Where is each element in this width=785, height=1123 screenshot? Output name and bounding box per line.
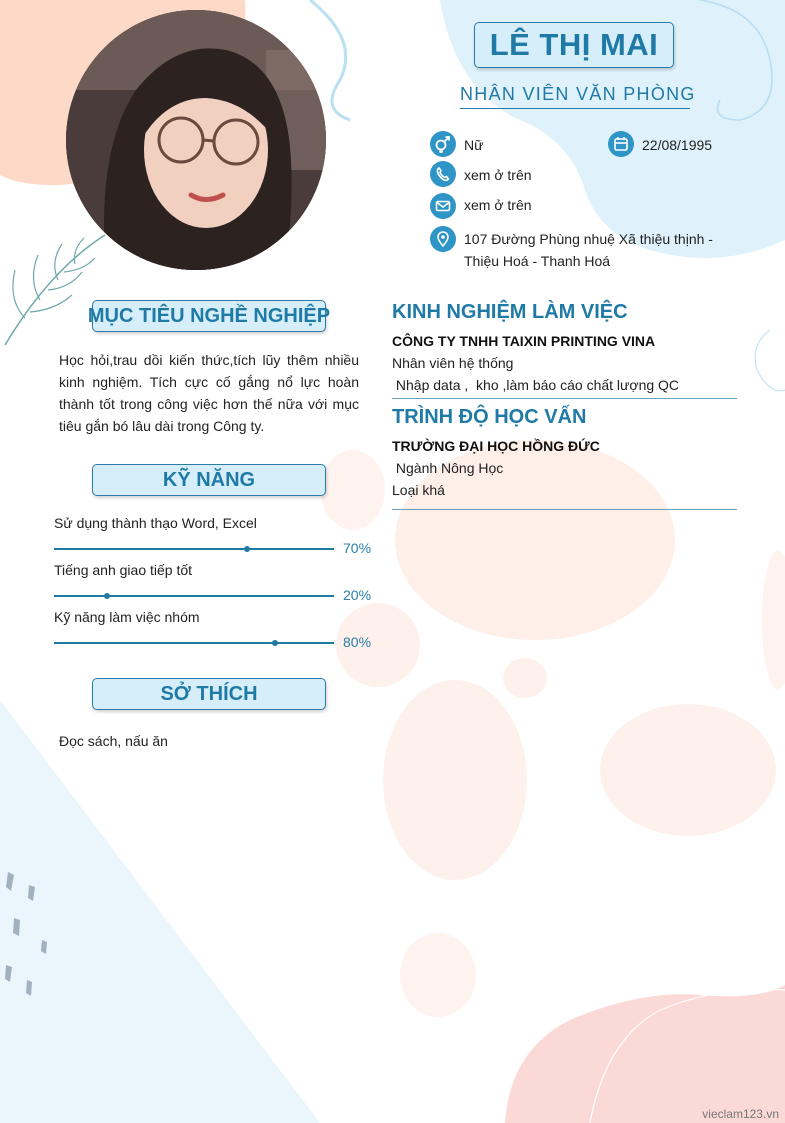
skill-bar (54, 642, 334, 644)
location-pin-icon (430, 226, 456, 252)
objective-heading-box (87, 300, 331, 332)
email-icon (430, 193, 456, 219)
experience-heading: KINH NGHIỆM LÀM VIỆC (392, 301, 628, 323)
skills-heading-box (92, 464, 326, 496)
education-heading: TRÌNH ĐỘ HỌC VẤN (392, 406, 587, 428)
skill-label: Kỹ năng làm việc nhóm (54, 609, 200, 625)
watermark: vieclam123.vn (702, 1107, 779, 1121)
skill-percent: 80% (343, 634, 372, 650)
skill-bar (54, 595, 334, 597)
skill-percent: 20% (343, 587, 372, 603)
skills-heading: KỸ NĂNG (162, 468, 256, 491)
education-divider (392, 509, 737, 510)
email-value: xem ở trên (464, 197, 532, 213)
skill-bar (54, 548, 334, 550)
gender-value: Nữ (464, 137, 484, 153)
phone-value: xem ở trên (464, 167, 532, 183)
experience-company: CÔNG TY TNHH TAIXIN PRINTING VINA (392, 333, 656, 349)
hobbies-heading: SỞ THÍCH (160, 682, 258, 705)
name-box (474, 22, 674, 68)
address-line-2: Thiệu Hoá - Thanh Hoá (464, 253, 611, 269)
calendar-icon (608, 131, 634, 157)
hobbies-heading-box (92, 678, 326, 710)
education-major: Ngành Nông Học (392, 460, 504, 476)
phone-icon (430, 161, 456, 187)
experience-description: Nhập data , kho ,làm báo cáo chất lượng QC (392, 377, 680, 393)
objective-heading: MỤC TIÊU NGHỀ NGHIỆP (87, 304, 331, 327)
birthday-value: 22/08/1995 (642, 137, 713, 153)
profile-photo (66, 10, 326, 270)
skill-label: Sử dụng thành thạo Word, Excel (54, 515, 257, 531)
skill-percent: 70% (343, 540, 372, 556)
address-line-1: 107 Đường Phùng nhuệ Xã thiệu thịnh - (464, 231, 713, 247)
education-grade: Loại khá (392, 482, 445, 498)
job-title: NHÂN VIÊN VĂN PHÒNG (460, 84, 690, 109)
education-school: TRƯỜNG ĐẠI HỌC HỒNG ĐỨC (392, 438, 600, 454)
skill-label: Tiếng anh giao tiếp tốt (54, 562, 193, 578)
hobbies-text: Đọc sách, nấu ăn (59, 733, 168, 749)
experience-position: Nhân viên hệ thống (392, 355, 514, 371)
gender-icon (430, 131, 456, 157)
full-name: LÊ THỊ MAI (489, 27, 659, 62)
objective-text: Học hỏi,trau dồi kiến thức,tích lũy thêm nhiều kinh nghiệm. Tích cực cố gắng nổ lực hoàn thành tốt trong công việc hơn thế nữa với mục tiêu gắn bó lâu dài trong Công ty. (59, 352, 359, 434)
experience-divider (392, 398, 737, 399)
